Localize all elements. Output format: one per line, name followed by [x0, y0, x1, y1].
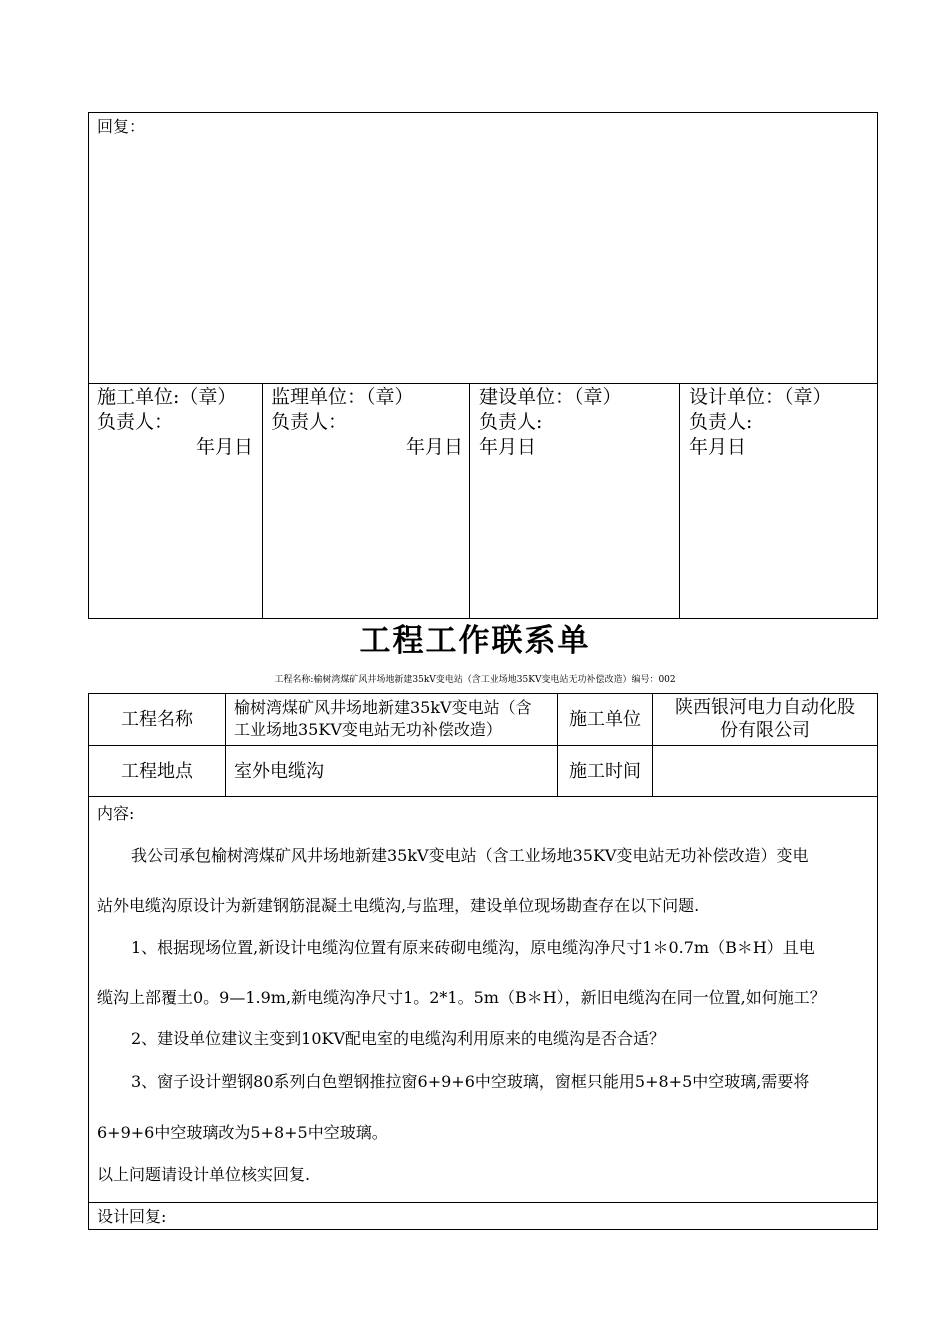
sig-unit-label: 设计单位：（章） [689, 386, 832, 408]
sig-col-divider-1 [262, 383, 263, 619]
content-p3: 2、建设单位建议主变到10KV配电室的电缆沟利用原来的电缆沟是否合适？ [131, 1029, 666, 1048]
content-p5: 以上问题请设计单位核实回复. [97, 1165, 311, 1184]
info-col-divider-1 [225, 693, 226, 797]
design-reply-divider [88, 1202, 878, 1203]
contractor-value-line2: 份有限公司 [720, 720, 810, 741]
sig-date-label: 年月日 [479, 436, 537, 458]
project-name-value [234, 697, 532, 741]
contractor-value-line1: 陕西银河电力自动化股 [675, 697, 855, 718]
sig-design-unit [689, 385, 874, 460]
document-title: 工程工作联系单 [359, 623, 591, 659]
sig-col-divider-2 [469, 383, 470, 619]
content-p2-line2: 缆沟上部覆土0。9—1.9m,新电缆沟净尺寸1。2*1。5m（B＊H），新旧电缆沟在同一位置,如何施工？ [97, 988, 826, 1007]
content-p1-line2: 站外电缆沟原设计为新建钢筋混凝土电缆沟,与监理，建设单位现场勘查存在以下问题. [97, 896, 700, 915]
reply-divider [88, 383, 878, 384]
info-row-divider-1 [88, 745, 878, 746]
contractor-label: 施工单位 [569, 709, 641, 730]
project-name-value-line2: 工业场地35KV变电站无功补偿改造） [234, 720, 502, 739]
document-subtitle: 工程名称:榆树湾煤矿风井场地新建35kV变电站（含工业场地35KV变电站无功补偿改造）编号：002 [274, 675, 676, 685]
sig-person-label: 负责人： [97, 411, 174, 433]
contractor-value [653, 696, 877, 742]
project-name-value-line1: 榆树湾煤矿风井场地新建35kV变电站（含 [234, 698, 532, 717]
info-row-divider-2 [88, 796, 878, 797]
project-name-label: 工程名称 [121, 709, 193, 730]
reply-signature-table [88, 112, 878, 619]
sig-unit-label: 施工单位:（章） [97, 386, 237, 408]
sig-person-label: 负责人： [271, 411, 348, 433]
sig-supervision-unit [271, 385, 463, 460]
reply-label: 回复： [97, 117, 146, 136]
content-p2-line1: 1、根据现场位置,新设计电缆沟位置有原来砖砌电缆沟，原电缆沟净尺寸1＊0.7m（B＊H）且电 [131, 938, 815, 957]
location-value: 室外电缆沟 [234, 761, 324, 782]
content-label: 内容: [97, 804, 135, 823]
sig-unit-label: 建设单位：（章） [479, 386, 622, 408]
sig-date-label: 年月日 [405, 436, 463, 458]
sig-construction-unit [97, 385, 257, 460]
location-label: 工程地点 [121, 761, 193, 782]
sig-unit-label: 监理单位：（章） [271, 386, 414, 408]
sig-date-label: 年月日 [195, 436, 253, 458]
sig-col-divider-3 [679, 383, 680, 619]
sig-owner-unit [479, 385, 674, 460]
content-p4-line2: 6+9+6中空玻璃改为5+8+5中空玻璃。 [97, 1123, 388, 1142]
content-p1-line1: 我公司承包榆树湾煤矿风井场地新建35kV变电站（含工业场地35KV变电站无功补偿改造）变电 [131, 846, 809, 865]
sig-person-label: 负责人: [479, 411, 543, 433]
content-p4-line1: 3、窗子设计塑钢80系列白色塑钢推拉窗6+9+6中空玻璃，窗框只能用5+8+5中空玻璃,需要将 [131, 1072, 810, 1091]
time-label: 施工时间 [569, 761, 641, 782]
design-reply-label: 设计回复: [97, 1207, 167, 1226]
sig-person-label: 负责人: [689, 411, 753, 433]
sig-date-label: 年月日 [689, 436, 747, 458]
